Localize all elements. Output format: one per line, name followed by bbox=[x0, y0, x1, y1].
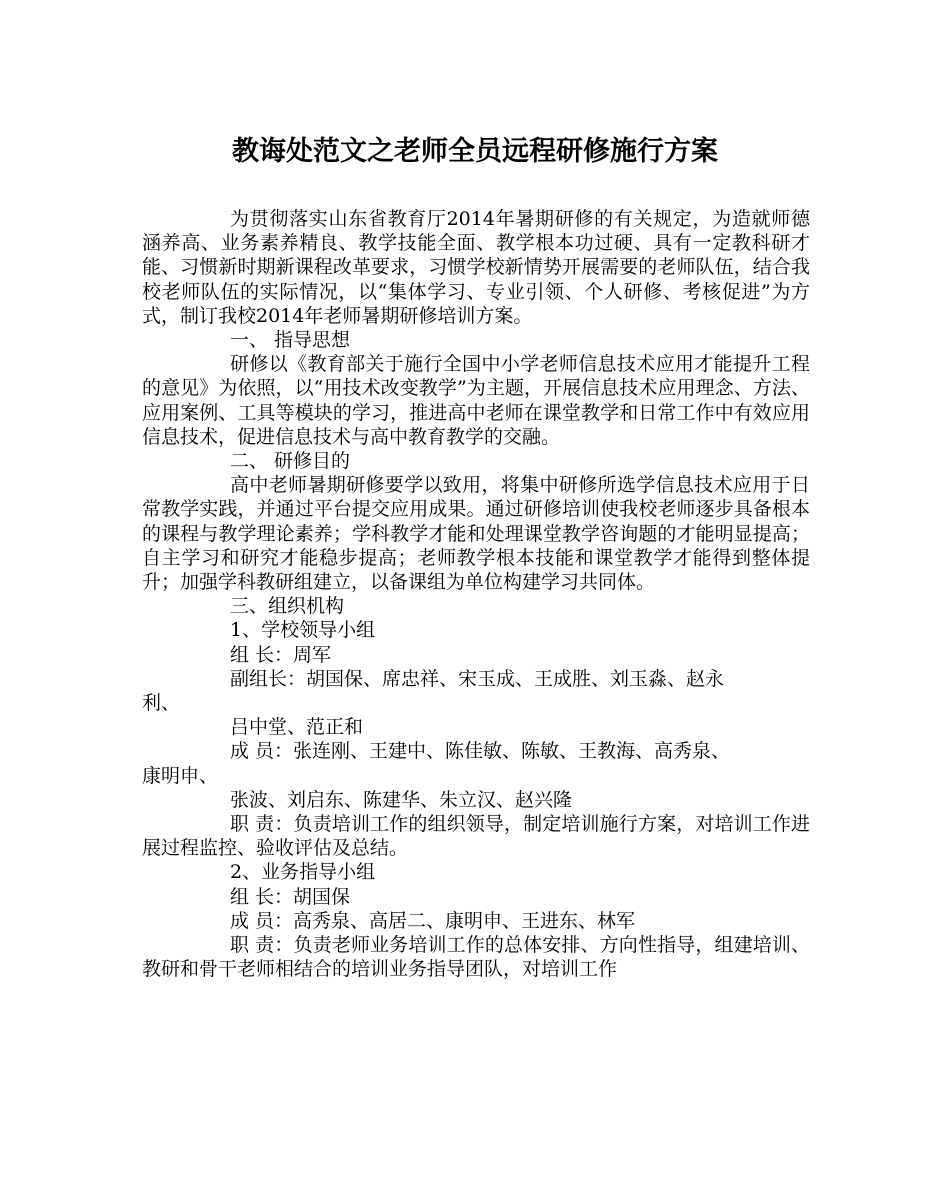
guidance-group-leader: 组 长：胡国保 bbox=[230, 885, 351, 908]
leadership-group-duty: 职 责：负责培训工作的组织领导，制定培训施行方案，对培训工作进展过程监控、验收评估及总结。 bbox=[142, 813, 810, 860]
leadership-group-deputies-wrap: 利、 bbox=[142, 692, 181, 715]
leadership-group-members-wrap: 康明申、 bbox=[142, 764, 219, 787]
section-heading-guiding-ideology: 一、 指导思想 bbox=[230, 329, 351, 352]
leadership-group-deputies: 副组长：胡国保、席忠祥、宋玉成、王成胜、刘玉淼、赵永 bbox=[230, 667, 725, 690]
document-title: 教诲处范文之老师全员远程研修施行方案 bbox=[232, 136, 718, 167]
training-goal-paragraph: 高中老师暑期研修要学以致用，将集中研修所选学信息技术应用于日常教学实践，并通过平台提交应用成果。通过研修培训使我校老师逐步具备根本的课程与教学理论素养；学科教学才能和处理课堂教学咨询题的才能明显提高；自主学习和研究才能稳步提高；老师教学根本技能和课堂教学才能得到整体提升；加强学科教研组建立，以备课组为单位构建学习共同体。 bbox=[142, 474, 810, 594]
leadership-group-deputies-cont: 吕中堂、范正和 bbox=[230, 716, 364, 739]
leadership-group-leader: 组 长：周军 bbox=[230, 643, 332, 666]
leadership-group-heading: 1、学校领导小组 bbox=[230, 619, 376, 642]
leadership-group-members-cont: 张波、刘启东、陈建华、朱立汉、赵兴隆 bbox=[230, 788, 573, 811]
guidance-group-duty: 职 责：负责老师业务培训工作的总体安排、方向性指导，组建培训、教研和骨干老师相结合的培训业务指导团队，对培训工作 bbox=[142, 934, 810, 981]
intro-paragraph: 为贯彻落实山东省教育厅2014年暑期研修的有关规定，为造就师德涵养高、业务素养精良、教学技能全面、教学根本功过硬、具有一定教科研才能、习惯新时期新课程改革要求，习惯学校新情势开展需要的老师队伍，结合我校老师队伍的实际情况，以“集体学习、专业引领、个人研修、考核促进”为方式，制订我校2014年老师暑期研修培训方案。 bbox=[142, 208, 810, 327]
document-body bbox=[142, 207, 810, 982]
guiding-ideology-paragraph: 研修以《教育部关于施行全国中小学老师信息技术应用才能提升工程的意见》为依照，以“用技术改变教学”为主题，开展信息技术应用理念、方法、应用案例、工具等模块的学习，推进高中老师在课堂教学和日常工作中有效应用信息技术，促进信息技术与高中教育教学的交融。 bbox=[142, 353, 810, 448]
guidance-group-members: 成 员：高秀泉、高居二、康明申、王进东、林军 bbox=[230, 909, 636, 932]
guidance-group-heading: 2、业务指导小组 bbox=[230, 861, 376, 884]
section-heading-training-goal: 二、 研修目的 bbox=[230, 450, 351, 473]
section-heading-organization: 三、组织机构 bbox=[230, 595, 345, 618]
leadership-group-members: 成 员：张连刚、王建中、陈佳敏、陈敏、王教海、高秀泉、 bbox=[230, 740, 731, 763]
